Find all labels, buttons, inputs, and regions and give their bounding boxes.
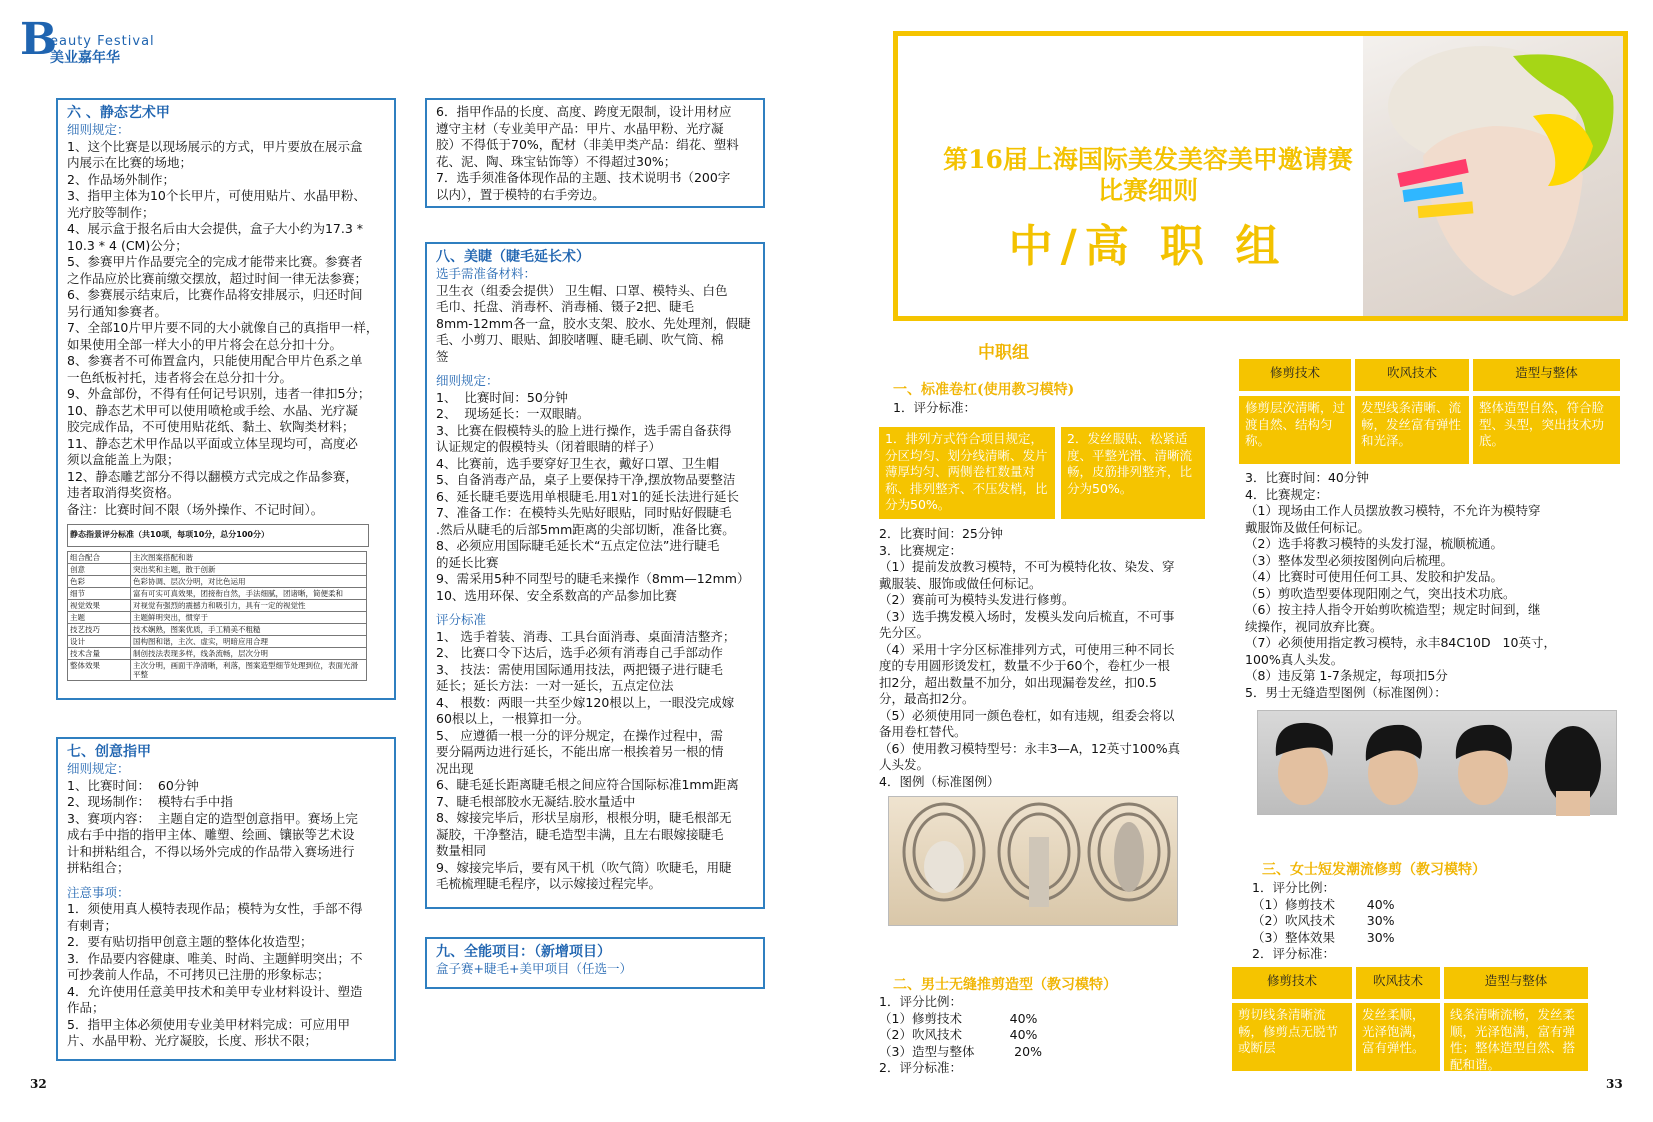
text-line: 4．允许使用任意美甲技术和美甲专业材料设计、塑造 <box>67 983 363 999</box>
section-7-notes-title: 注意事项： <box>67 884 130 900</box>
text-line: 成右手中指的指甲主体、雕塑、绘画、镶嵌等艺术设 <box>67 827 355 842</box>
top-table-header-blow: 吹风技术 <box>1355 359 1469 391</box>
text-line: 2．比赛时间：25分钟 <box>879 526 1003 541</box>
text-line: 10、静态艺术甲可以使用喷枪或手绘、水晶、光疗凝 <box>67 402 358 418</box>
text-line: 备注：比赛时间不限（场外操作、不记时间）。 <box>67 501 324 517</box>
text-line: （7）必须使用指定教习模特，永丰84C10D 10英寸， <box>1245 635 1556 650</box>
table-row <box>68 623 367 635</box>
text-line: 胶）不得低于70%，配材（非美甲类产品：绢花、塑料 <box>436 137 739 152</box>
text-line: 1、 比赛时间：50分钟 <box>436 389 568 405</box>
text-line: 7．选手须准备体现作品的主题、技术说明书（200字 <box>436 170 731 185</box>
text-line: 3、比赛在假模特头的脸上进行操作，选手需自备获得 <box>436 422 732 438</box>
table-cell: 突出奖和主题，散于创新 <box>131 563 367 575</box>
text-line: 毛、小剪刀、眼贴、卸胶啫喱、睫毛刷、吹气筒、棉 <box>436 332 724 347</box>
bottom-table-blow: 发丝柔顺，光泽饱满，富有弹性。 <box>1356 1003 1440 1071</box>
curl-criteria-b: 2．发丝服贴、松紧适度、平整光滑、清晰流畅，皮筋排列整齐，比分为50%。 <box>1061 427 1205 519</box>
text-line: 5．男士无缝造型图例（标准图例）： <box>1245 684 1447 700</box>
text-line: 4．图例（标准图例） <box>879 773 1000 789</box>
text-line: 数量相同 <box>436 843 487 858</box>
text-line: 6、延长睫毛要选用单根睫毛.用1对1的延长法进行延长 <box>436 488 739 504</box>
text-line: 遵守主材（专业美甲产品：甲片、水晶甲粉、光疗凝 <box>436 120 724 136</box>
text-line: 3．作品要内容健康、唯美、时尚、主题鲜明突出；不 <box>67 950 363 966</box>
top-table-cut: 修剪层次清晰，过渡自然、结构匀称。 <box>1239 396 1351 464</box>
section-8-score <box>436 629 754 893</box>
table-row <box>68 659 367 680</box>
text-line: 戴服饰及做任何标记。 <box>1245 519 1371 535</box>
table-cell: 色彩协调、层次分明，对比色运用 <box>131 575 367 587</box>
text-line: 4、展示盒于报名后由大会提供，盒子大小约为17.3 * <box>67 221 364 236</box>
text-line: 6、睫毛延长距离睫毛根之间应符合国际标准1mm距离 <box>436 777 739 792</box>
text-line: 6．指甲作品的长度、高度、跨度无限制，设计用材应 <box>436 104 732 119</box>
bottom-table-cut: 剪切线条清晰流畅，修剪点无脱节或断层 <box>1232 1003 1352 1071</box>
header-title-1: 第16届上海国际美发美容美甲邀请赛 <box>943 145 1353 174</box>
table-cell: 主次分明，画面干净清晰，利落，图案造型细节处理到位，表面光滑平整 <box>131 659 367 680</box>
table-cell: 整体效果 <box>68 659 131 680</box>
text-line: （1）提前发放教习模特，不可为模特化妆、染发、穿 <box>879 559 1175 574</box>
table-row <box>68 551 367 563</box>
text-line: （6）使用教习模特型号：永丰3—A，12英寸100%真 <box>879 740 1181 756</box>
text-line: （3）整体发型必须按图例向后梳理。 <box>1245 552 1453 568</box>
header-banner <box>893 31 1628 321</box>
text-line: （1）修剪技术 40% <box>1252 896 1395 912</box>
text-line: （2）赛前可为模特头发进行修剪。 <box>879 592 1075 607</box>
section-8-rules-title: 细则规定： <box>436 373 499 388</box>
text-line: 3、 技法：需使用国际通用技法，两把镊子进行睫毛 <box>436 661 723 677</box>
section-7-box <box>56 737 396 1061</box>
text-line: 3．比赛规定： <box>879 542 962 558</box>
logo-letter: B <box>20 14 58 65</box>
text-line: 2、作品场外制作； <box>67 171 175 187</box>
table-row <box>68 635 367 647</box>
text-line: （3）选手携发模入场时，发模头发向后梳直，不可事 <box>879 608 1175 624</box>
text-line: （1）现场由工作人员摆放教习模特，不允许为模特穿 <box>1245 503 1541 518</box>
text-line: 3．比赛时间：40分钟 <box>1245 470 1369 485</box>
text-line: 8、必须应用国际睫毛延长术“五点定位法”进行睫毛 <box>436 538 720 553</box>
section-9-box <box>425 937 765 989</box>
text-line: 1．须使用真人模特表现作品；模特为女性，手部不得 <box>67 901 363 916</box>
text-line: 一色纸板衬托，违者将会在总分扣十分。 <box>67 369 293 385</box>
section-1-standard: 1．评分标准： <box>893 400 976 415</box>
table-row <box>68 575 367 587</box>
section-1-title: 一、标准卷杠(使用教习模特) <box>893 382 1075 398</box>
text-line: （2）选手将教习模特的头发打湿，梳顺梳通。 <box>1245 536 1503 551</box>
text-line: 1、比赛时间： 60分钟 <box>67 777 199 793</box>
text-line: 7、准备工作：在模特头先贴好眼贴，同时贴好假睫毛 <box>436 505 732 520</box>
text-line: （2）吹风技术 30% <box>1252 913 1395 928</box>
table-cell: 视觉效果 <box>68 599 131 611</box>
text-line: 作品； <box>67 1000 105 1015</box>
table-cell: 细节 <box>68 587 131 599</box>
table-row <box>68 587 367 599</box>
text-line: 续操作，视同放弃比赛。 <box>1245 618 1383 634</box>
model-photo <box>1363 36 1623 316</box>
text-line: 况出现 <box>436 760 474 776</box>
text-line: 7、全部10片甲片要不同的大小就像自己的真指甲一样， <box>67 320 379 335</box>
text-line: 2．要有贴切指甲创意主题的整体化妆造型； <box>67 934 313 949</box>
text-line: 10、选用环保、安全系数高的产品参加比赛 <box>436 587 677 603</box>
text-line: 可抄袭前人作品，不可拷贝已注册的形象标志； <box>67 967 330 982</box>
text-line: （3）造型与整体 20% <box>879 1043 1042 1059</box>
text-line: 2、 现场延长：一双眼睛。 <box>436 406 590 421</box>
text-line: 胶完成作品，不可使用贴花纸、黏土、软陶类材料； <box>67 419 355 434</box>
top-table-blow: 发型线条清晰、流畅，发丝富有弹性和光泽。 <box>1355 396 1469 464</box>
table-cell: 技术含量 <box>68 647 131 659</box>
text-line: 光疗胶等制作； <box>67 204 155 220</box>
mannequin-heads-icon <box>1258 711 1618 816</box>
text-line: 5、自备消毒产品，桌子上要保持干净,摆放物品要整洁 <box>436 472 736 487</box>
text-line: 2、现场制作： 模特右手中指 <box>67 794 233 809</box>
section-2-title: 二、男士无缝推剪造型（教习模特） <box>893 977 1117 993</box>
text-line: 凝胶，干净整洁，睫毛造型丰满，且左右眼嫁接睫毛 <box>436 826 724 842</box>
text-line: 7、睫毛根部胶水无凝结.胶水量适中 <box>436 793 636 809</box>
text-line: 9、嫁接完毕后，要有风干机（吹气筒）吹睫毛，用睫 <box>436 859 732 875</box>
text-line: 5、参赛甲片作品要完全的完成才能带来比赛。参赛者 <box>67 254 363 269</box>
text-line: 花、泥、陶、珠宝钻饰等）不得超过30%； <box>436 153 677 169</box>
text-line: 4、比赛前，选手要穿好卫生衣，戴好口罩、卫生帽 <box>436 455 719 471</box>
table-cell: 主题鲜明突出，惯穿于 <box>131 611 367 623</box>
text-line: 8、参赛者不可佈置盒内，只能使用配合甲片色系之单 <box>67 353 363 368</box>
text-line: 以内），置于模特的右手旁边。 <box>436 186 605 202</box>
text-line: 1、 选手着装、消毒、工具台面消毒、桌面清洁整齐； <box>436 628 736 644</box>
text-line: 卫生衣（组委会提供） 卫生帽、口罩、模特头、白色 <box>436 282 728 298</box>
table-cell: 组合配合 <box>68 551 131 563</box>
model-face-icon <box>1363 36 1623 316</box>
table-cell: 技术娴熟，图案优质，手工精美不粗糙 <box>131 623 367 635</box>
text-line: 拼粘组合； <box>67 860 130 875</box>
curl-criteria-a: 1．排列方式符合项目规定，分区均匀、划分线清晰、发片薄厚均匀、两侧卷杠数量对称、排列整齐、不压发梢，比分为50%。 <box>879 427 1055 519</box>
text-line: 备用卷杠替代。 <box>879 724 967 739</box>
section-3-rules <box>1252 880 1612 963</box>
text-line: （3）整体效果 30% <box>1252 929 1395 945</box>
section-8-materials-title: 选手需准备材料： <box>436 266 537 281</box>
section-8-materials <box>436 283 754 366</box>
text-line: 5、 应遵循一根一分的评分规定，在操作过程中，需 <box>436 727 723 743</box>
table-cell: 富有可实可真效果，团接衔自然，手法细腻，团诸晰，简便柔和 <box>131 587 367 599</box>
top-table-header-style: 造型与整体 <box>1473 359 1620 391</box>
section-8-score-title: 评分标准 <box>436 612 487 627</box>
section-8-rules <box>436 390 754 605</box>
text-line: 5．指甲主体必须使用专业美甲材料完成：可应用甲 <box>67 1016 350 1032</box>
text-line: 内展示在比赛的场地； <box>67 155 193 170</box>
text-line: 12、静态雕艺部分不得以翻模方式完成之作品参赛， <box>67 468 358 484</box>
text-line: 1．评分比例： <box>879 994 962 1009</box>
text-line: 违者取消得奖资格。 <box>67 485 180 500</box>
table-cell: 国构图和谐，主次、虚实，明暗应用合理 <box>131 635 367 647</box>
section-7-title: 七、创意指甲 <box>67 744 151 760</box>
text-line: 认证规定的假模特头（闭着眼睛的样子） <box>436 439 662 454</box>
text-line: （4）比赛时可使用任何工具、发胶和护发品。 <box>1245 569 1503 584</box>
section-3-title: 三、女士短发潮流修剪（教习模特） <box>1262 862 1486 878</box>
section-9-text: 盒子赛+睫毛+美甲项目（任选一） <box>436 961 632 976</box>
section-6-rules <box>67 139 385 519</box>
bottom-table-style: 线条清晰流畅，发丝柔顺，光泽饱满，富有弹性；整体造型自然、搭配和谐。 <box>1444 1003 1588 1071</box>
logo-line2: 美业嘉年华 <box>50 50 120 66</box>
text-line: 60根以上，一根算扣一分。 <box>436 711 590 726</box>
text-line: 的延长比赛 <box>436 554 499 570</box>
text-line: （1）修剪技术 40% <box>879 1010 1038 1026</box>
section-9-title: 九、全能项目：（新增项目） <box>436 944 611 960</box>
section-6-box <box>56 98 396 700</box>
text-line: （2）吹风技术 40% <box>879 1027 1038 1042</box>
top-table-header-cut: 修剪技术 <box>1239 359 1351 391</box>
text-line: 9、需采用5种不同型号的睫毛来操作（8mm—12mm） <box>436 571 750 586</box>
section-7-rules <box>67 778 385 877</box>
group-title: 中职组 <box>978 343 1029 363</box>
text-line: 片、水晶甲粉、光疗凝胶，长度、形状不限； <box>67 1033 318 1048</box>
text-line: 计和拼粘组合，不得以场外完成的作品带入赛场进行 <box>67 843 355 859</box>
text-line: 4、 根数：两眼一共至少嫁120根以上，一眼没完成嫁 <box>436 694 735 710</box>
score-table <box>67 551 367 681</box>
page-number-left: 32 <box>30 1077 47 1091</box>
bottom-table-header-blow: 吹风技术 <box>1356 967 1440 999</box>
section-7-subtitle: 细则规定： <box>67 761 130 776</box>
text-line: （5）必须使用同一颜色卷杠，如有违规，组委会将以 <box>879 707 1175 723</box>
text-line: （6）按主持人指令开始剪吹梳造型；规定时间到，继 <box>1245 602 1541 617</box>
text-line: 先分区。 <box>879 625 930 640</box>
table-cell: 主次图案搭配和谐 <box>131 551 367 563</box>
text-line: （5）剪吹造型要体现阳刚之气，突出技术功底。 <box>1245 585 1516 601</box>
text-line: 另行通知参赛者。 <box>67 303 168 319</box>
text-line: 签 <box>436 348 449 364</box>
curler-example-photo <box>888 796 1178 926</box>
section-7-notes <box>67 901 385 1050</box>
table-cell: 创意 <box>68 563 131 575</box>
text-line: 6、参赛展示结束后，比赛作品将安排展示，归还时间 <box>67 287 363 302</box>
text-line: 11、静态艺术甲作品以平面或立体呈现均可，高度必 <box>67 435 358 451</box>
section-1-rules <box>879 526 1209 790</box>
section-8-box <box>425 242 765 909</box>
text-line: 须以盒能盖上为限； <box>67 452 180 467</box>
text-line: 有刺青； <box>67 917 118 933</box>
section-2-continued-rules <box>1245 470 1625 701</box>
text-line: 毛梳梳理睫毛程序，以示嫁接过程完毕。 <box>436 876 662 891</box>
bottom-table-header-style: 造型与整体 <box>1444 967 1588 999</box>
table-row <box>68 599 367 611</box>
score-table-title: 静态指景评分标准（共10项，每项10分，总分100分） <box>67 524 369 547</box>
mens-haircut-example-photos <box>1257 710 1617 815</box>
table-row <box>68 611 367 623</box>
text-line: （8）违反第 1-7条规定，每项扣5分 <box>1245 668 1448 683</box>
text-line: .然后从睫毛的后部5mm距离的尖部切断，准备比赛。 <box>436 521 735 537</box>
text-line: 8mm-12mm各一盒，胶水支架、胶水、先处理剂，假睫 <box>436 315 751 331</box>
curler-heads-icon <box>889 797 1179 927</box>
text-line: 度的专用圆形烫发杠，数量不少于60个，卷杠少一根 <box>879 658 1170 673</box>
text-line: 2．评分标准： <box>1252 946 1335 961</box>
text-line: 分，最高扣2分。 <box>879 691 975 706</box>
text-line: 如果使用全部一样大小的甲片将会在总分扣十分。 <box>67 336 343 352</box>
page-number-right: 33 <box>1606 1077 1623 1091</box>
table-cell: 制创技法表现多样，线条流畅，层次分明 <box>131 647 367 659</box>
text-line: 扣2分，超出数量不加分，如出现漏卷发丝，扣0.5 <box>879 674 1157 690</box>
table-cell: 对视觉有强烈的震撼力和吸引力，具有一定的视觉性 <box>131 599 367 611</box>
text-line: 要分隔两边进行延长，不能出席一根挨着另一根的情 <box>436 744 724 759</box>
logo-line1: eauty Festival <box>50 34 155 49</box>
text-line: 延长；延长方法：一对一延长，五点定位法 <box>436 678 674 693</box>
text-line: 2、 比赛口令下达后，选手必须有消毒自己手部动作 <box>436 645 723 660</box>
section-7-continued-box <box>425 98 765 208</box>
section-6-subtitle: 细则规定： <box>67 122 130 137</box>
text-line: 2．评分标准： <box>879 1060 962 1075</box>
text-line: （4）采用十字分区标准排列方式，可使用三种不同长 <box>879 641 1175 657</box>
table-cell: 技艺技巧 <box>68 623 131 635</box>
text-line: 1．评分比例： <box>1252 880 1335 895</box>
text-line: 10.3 * 4 (CM)公分； <box>67 237 188 253</box>
section-2-rules <box>879 994 1209 1077</box>
text-line: 100%真人头发。 <box>1245 651 1344 667</box>
text-line: 戴服装、服饰或做任何标记。 <box>879 575 1042 591</box>
section-7-continued <box>436 104 754 203</box>
text-line: 3、赛项内容： 主题自定的造型创意指甲。赛场上完 <box>67 810 358 826</box>
table-cell: 色彩 <box>68 575 131 587</box>
table-cell: 主题 <box>68 611 131 623</box>
table-row <box>68 563 367 575</box>
table-cell: 设计 <box>68 635 131 647</box>
section-8-title: 八、美睫（睫毛延长术） <box>436 249 590 265</box>
text-line: 8、嫁接完毕后，形状呈扇形，根根分明，睫毛根部无 <box>436 810 732 825</box>
header-title-3: 中/高 职 组 <box>1008 221 1288 272</box>
text-line: 3、指甲主体为10个长甲片，可使用贴片、水晶甲粉、 <box>67 188 366 203</box>
header-title-2: 比赛细则 <box>1097 176 1198 205</box>
text-line: 人头发。 <box>879 757 930 772</box>
bottom-table-header-cut: 修剪技术 <box>1232 967 1352 999</box>
text-line: 之作品应於比赛前缴交摆放，超过时间一律无法参赛； <box>67 270 368 286</box>
text-line: 毛巾、托盘、消毒杯、消毒桶、镊子2把、睫毛 <box>436 299 694 314</box>
text-line: 1、这个比赛是以现场展示的方式，甲片要放在展示盒 <box>67 138 363 154</box>
top-table-style: 整体造型自然，符合脸型、头型，突出技术功底。 <box>1473 396 1620 464</box>
text-line: 4．比赛规定： <box>1245 486 1328 502</box>
table-row <box>68 647 367 659</box>
text-line: 9、外盒部份，不得有任何记号识别，违者一律扣5分； <box>67 386 371 401</box>
section-6-title: 六 、静态艺术甲 <box>67 105 170 121</box>
